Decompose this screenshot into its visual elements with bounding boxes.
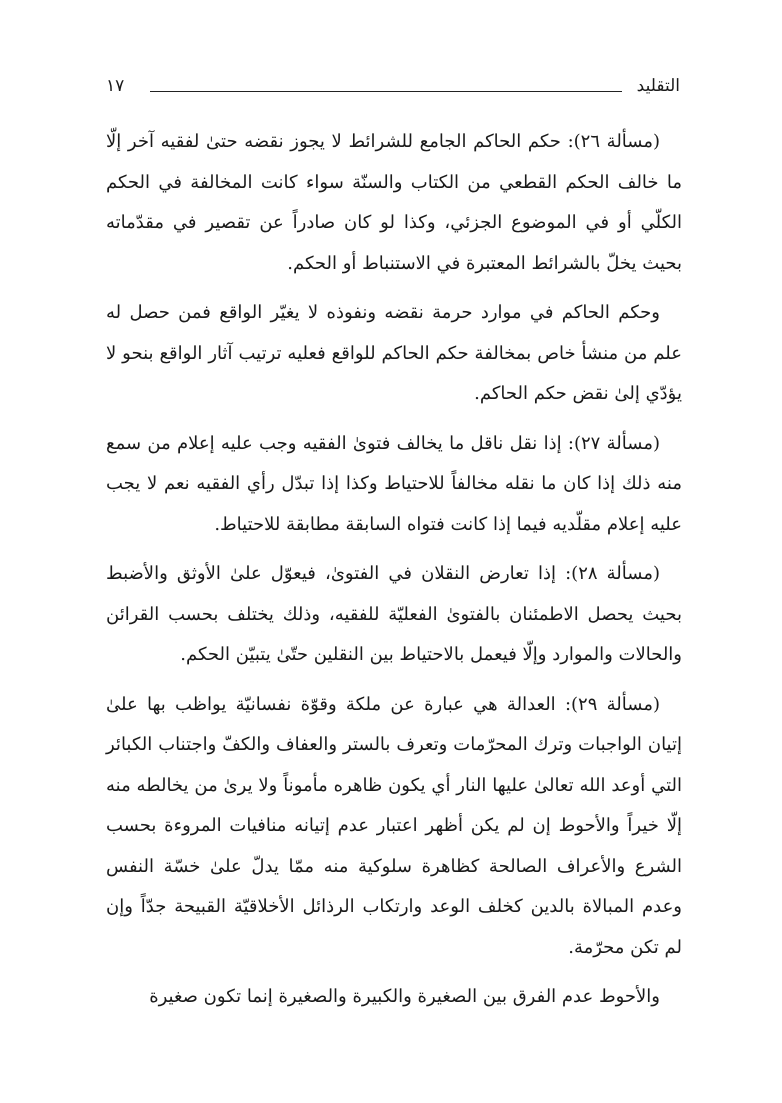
page-header bbox=[106, 72, 680, 104]
paragraph-issue-29: (مسألة ٢٩): العدالة هي عبارة عن ملكة وقوّة نفسانيّة يواظب بها علىٰ إتيان الواجبات وترك المحرّمات وتعرف بالستر والعفاف والكفّ واجتناب الكبائر التي أوعد الله تعالىٰ عليها النار أي يكون ظاهره مأموناً ولا يرىٰ من يخالطه منه إلّا خيراً والأحوط إن لم يكن أظهر اعتبار عدم إتيانه منافيات المروءة بحسب الشرع والأعراف الصالحة كظاهرة سلوكية منه ممّا يدلّ علىٰ خسّة النفس وعدم المبالاة بالدين كخلف الوعد وارتكاب الرذائل الأخلاقيّة القبيحة جدّاً وإن لم تكن محرّمة. bbox=[106, 693, 682, 958]
paragraph-continuation: والأحوط عدم الفرق بين الصغيرة والكبيرة والصغيرة إنما تكون صغيرة bbox=[149, 986, 660, 1007]
header-rule bbox=[150, 91, 622, 92]
paragraph-issue-27: (مسألة ٢٧): إذا نقل ناقل ما يخالف فتوىٰ الفقيه وجب عليه إعلام من سمع منه ذلك إذا كان ما نقله مخالفاً للاحتياط وكذا إذا تبدّل رأي الفقيه نعم لا يجب عليه إعلام مقلّديه فيما إذا كانت فتواه السابقة مطابقة للاحتياط. bbox=[106, 432, 682, 535]
page-number: ١٧ bbox=[106, 76, 125, 96]
paragraph-issue-28: (مسألة ٢٨): إذا تعارض النقلان في الفتوىٰ، فيعوّل علىٰ الأوثق والأضبط بحيث يحصل الاطمئنان بالفتوىٰ الفعليّة للفقيه، وذلك يختلف بحسب القرائن والحالات والموارد وإلّا فيعمل بالاحتياط بين النقلين حتّىٰ يتبيّن الحكم. bbox=[106, 563, 682, 665]
paragraph-issue-26: (مسألة ٢٦): حكم الحاكم الجامع للشرائط لا يجوز نقضه حتىٰ لفقيه آخر إلّا ما خالف الحكم القطعي من الكتاب والسنّة سواء كانت المخالفة في الحكم الكلّي أو في الموضوع الجزئي، وكذا لو كان صادراً عن تقصير في مقدّماته بحيث يخلّ بالشرائط المعتبرة في الاستنباط أو الحكم. bbox=[106, 131, 682, 274]
page-body bbox=[106, 122, 682, 1018]
chapter-title: التقليد bbox=[636, 76, 680, 96]
paragraph-ruling-note: وحكم الحاكم في موارد حرمة نقضه ونفوذه لا يغيّر الواقع فمن حصل له علم من منشأ خاص بمخالفة حكم الحاكم للواقع فعليه ترتيب آثار الواقع بنحو لا يؤدّي إلىٰ نقض حكم الحاكم. bbox=[106, 302, 682, 404]
